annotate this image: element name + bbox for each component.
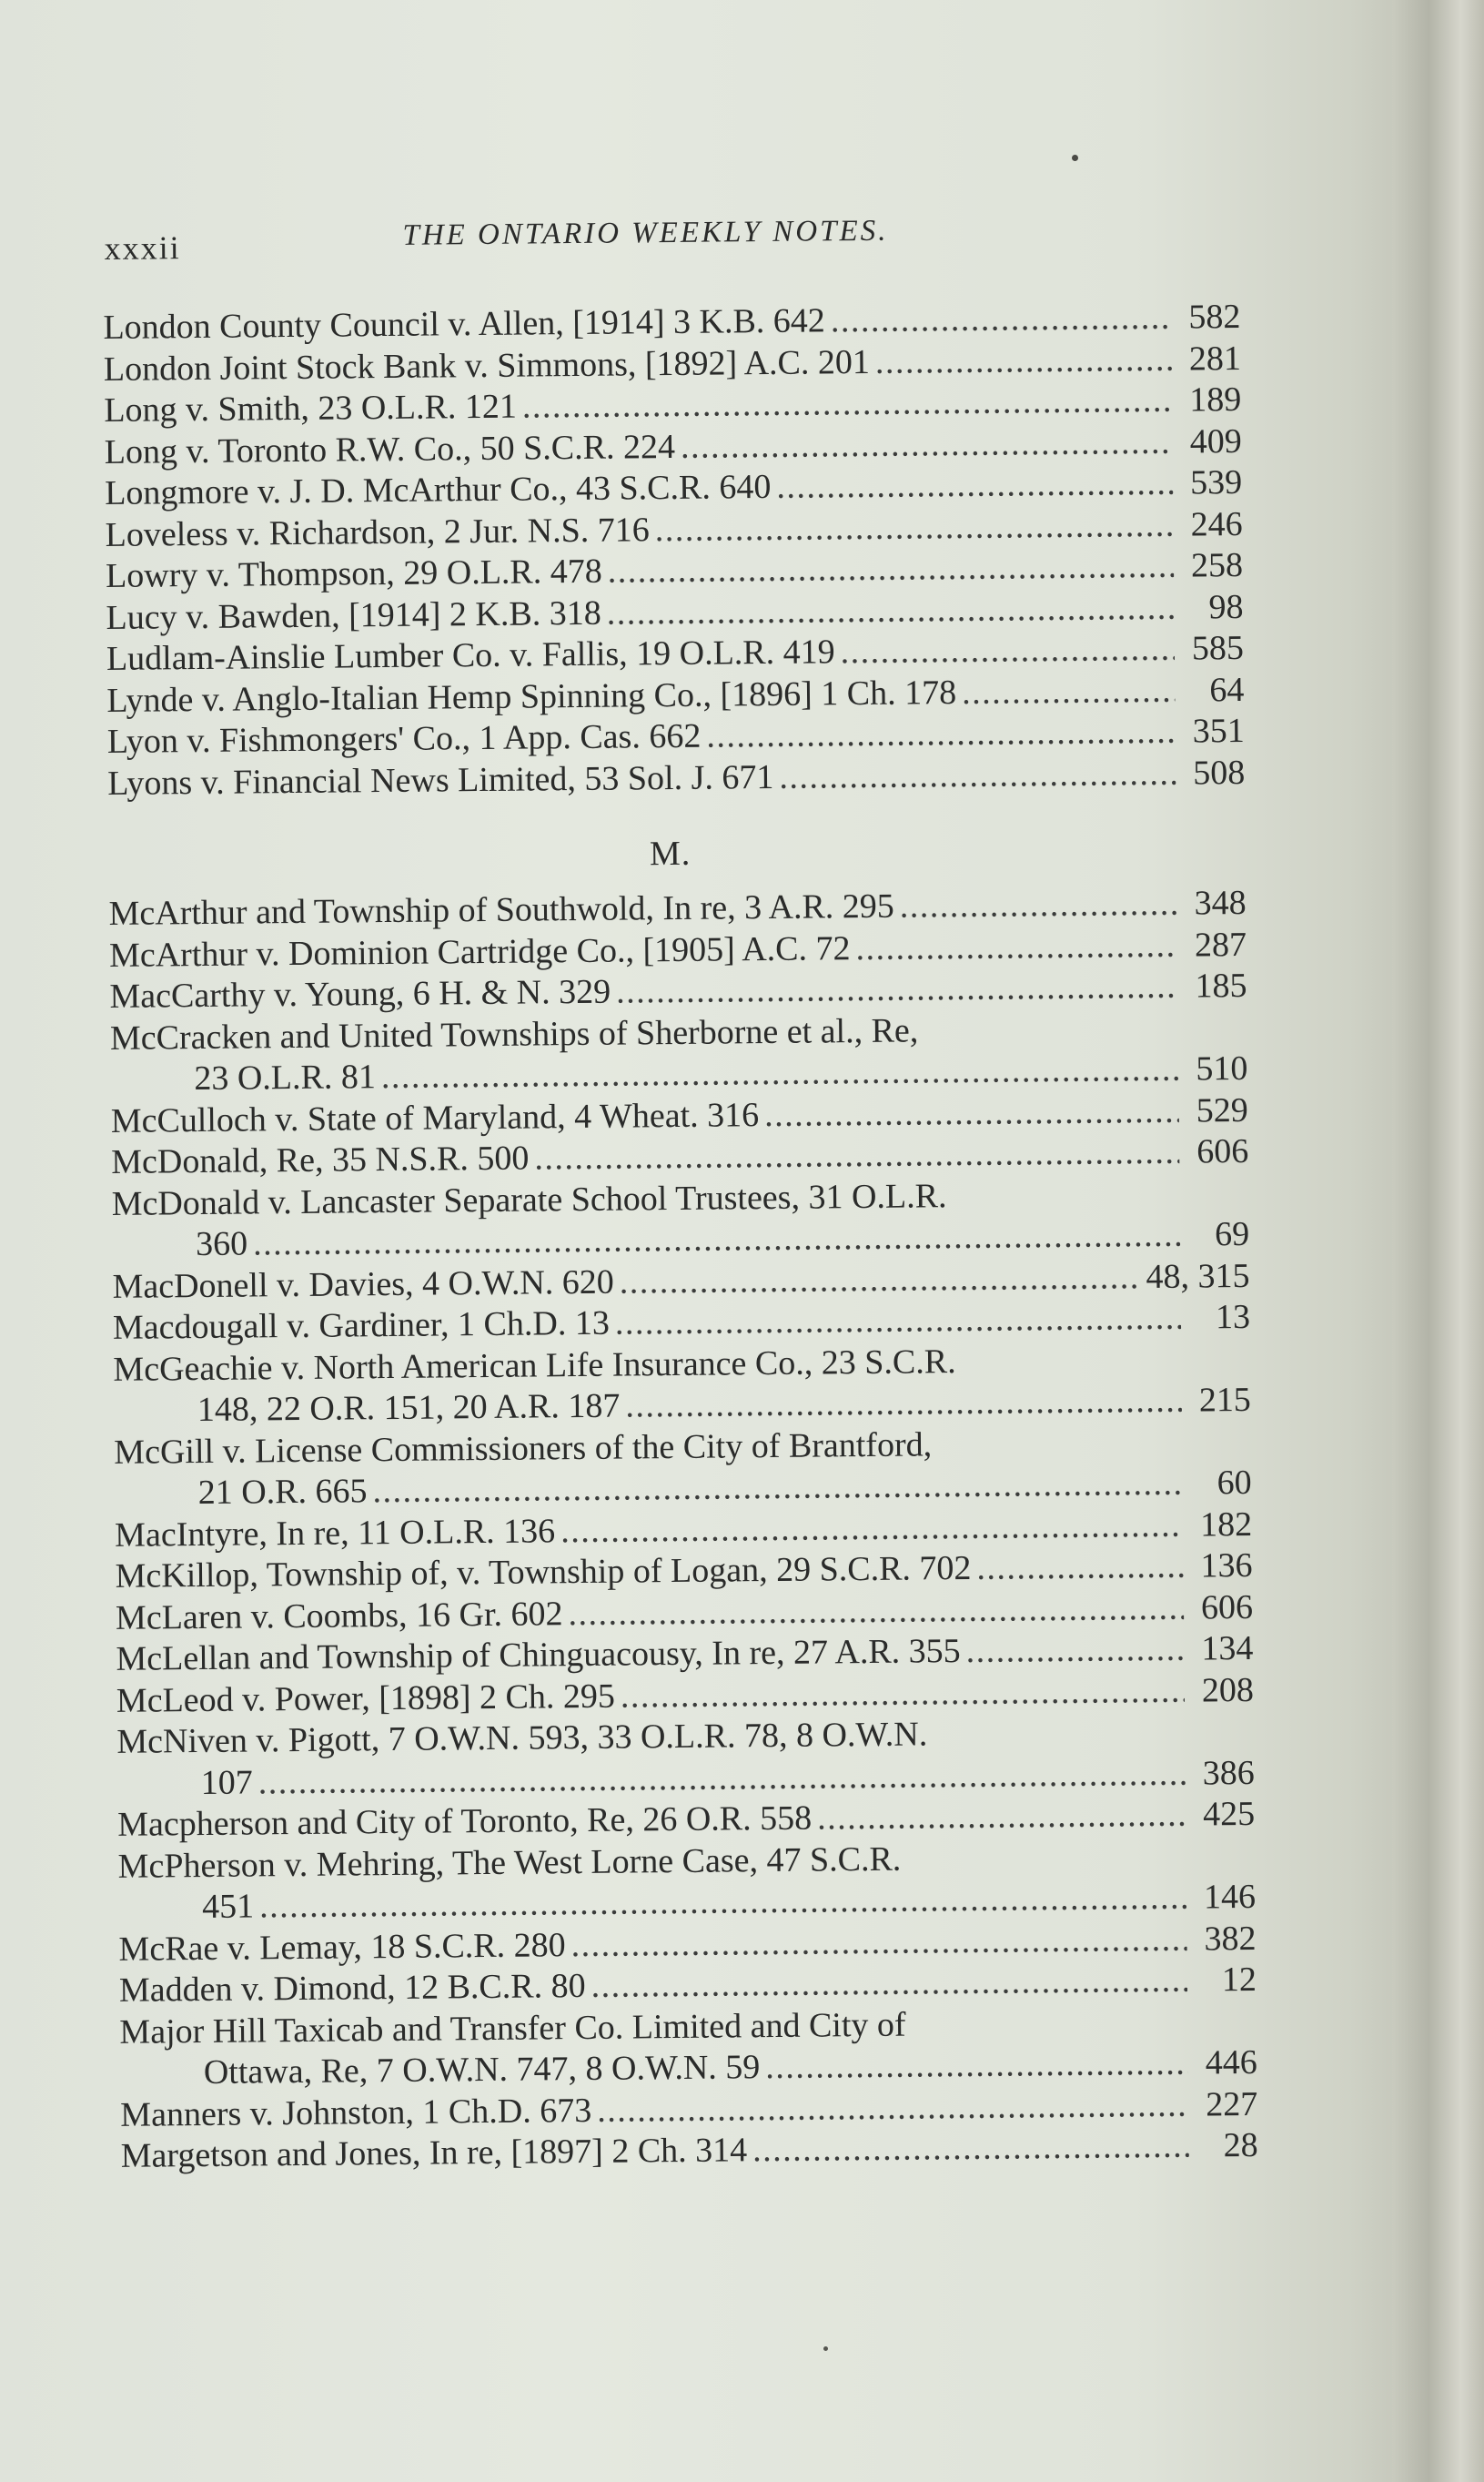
dot-leader (608, 546, 1175, 593)
page-edge (1392, 0, 1484, 2482)
entry-citation: McCulloch v. State of Maryland, 4 Wheat. 316 (110, 1095, 760, 1140)
entry-page-number: 510 (1196, 1049, 1248, 1089)
dot-leader (591, 1960, 1187, 2008)
entry-page-number: 134 (1201, 1628, 1254, 1668)
entry-citation: Manners v. Johnston, 1 Ch.D. 673 (120, 2091, 592, 2134)
dot-leader (752, 2126, 1189, 2172)
entry-page-number: 508 (1193, 753, 1246, 793)
running-title: THE ONTARIO WEEKLY NOTES. (402, 214, 889, 252)
case-list-m (108, 883, 1257, 2177)
index-entry (119, 2001, 1257, 2094)
dot-leader (655, 504, 1174, 551)
entry-citation: Lucy v. Bawden, [1914] 2 K.B. 318 (106, 593, 601, 637)
entry-citation: 451 (201, 1887, 255, 1927)
entry-page-number: 182 (1199, 1504, 1253, 1544)
entry-first-line: McCracken and United Townships of Sherborne et al., Re, (109, 1010, 919, 1058)
entry-page-number: 48, 315 (1146, 1256, 1250, 1296)
entry-page-number: 425 (1202, 1794, 1256, 1834)
dot-leader (681, 421, 1173, 468)
dot-leader (840, 629, 1175, 674)
dot-leader (765, 2043, 1188, 2089)
entry-citation: Long v. Toronto R.W. Co., 50 S.C.R. 224 (104, 427, 676, 471)
dot-leader (965, 1629, 1184, 1673)
dot-leader (706, 712, 1176, 757)
dot-leader (522, 380, 1173, 428)
dot-leader (976, 1546, 1184, 1590)
entry-citation: Lyons v. Financial News Limited, 53 Sol. J. 671 (107, 757, 774, 803)
entry-page-number: 281 (1188, 339, 1242, 379)
index-entry (111, 1172, 1249, 1266)
entry-page-number: 246 (1190, 504, 1243, 544)
case-list-l (103, 297, 1245, 805)
entry-citation: 148, 22 O.R. 151, 20 A.R. 187 (197, 1386, 621, 1430)
entry-citation: McKillop, Township of, v. Township of Logan, 29 S.C.R. 702 (115, 1548, 972, 1596)
entry-citation: 360 (195, 1224, 248, 1264)
index-entry (110, 1007, 1248, 1100)
dot-leader (570, 1919, 1186, 1966)
entry-page-number: 386 (1202, 1753, 1255, 1792)
dot-leader (616, 967, 1178, 1013)
entry-first-line: McGeachie v. North American Life Insurance Co., 23 S.C.R. (113, 1342, 956, 1389)
dot-leader (855, 925, 1177, 969)
entry-page-number: 189 (1189, 380, 1242, 420)
section-letter: M. (649, 834, 692, 874)
entry-page-number: 409 (1189, 421, 1242, 461)
entry-page-number: 351 (1192, 711, 1245, 751)
entry-citation: McLeod v. Power, [1898] 2 Ch. 295 (116, 1677, 616, 1720)
entry-page-number: 446 (1205, 2042, 1258, 2082)
entry-citation: Ottawa, Re, 7 O.W.N. 747, 8 O.W.N. 59 (203, 2048, 761, 2092)
dot-leader (607, 587, 1175, 633)
entry-page-number: 185 (1195, 966, 1247, 1006)
entry-first-line: McPherson v. Mehring, The West Lorne Case, 47 S.C.R. (117, 1839, 902, 1886)
dot-leader (560, 1504, 1183, 1552)
entry-page-number: 60 (1216, 1463, 1252, 1503)
entry-page-number: 606 (1200, 1587, 1254, 1626)
entry-page-number: 585 (1191, 628, 1245, 668)
dot-leader (764, 1090, 1179, 1136)
dot-leader (875, 339, 1172, 383)
entry-page-number: 215 (1198, 1380, 1252, 1420)
entry-page-number: 98 (1208, 587, 1244, 626)
entry-page-number: 12 (1221, 1960, 1257, 2000)
entry-citation: MacIntyre, In re, 11 O.L.R. 136 (114, 1511, 556, 1555)
entry-citation: McLellan and Township of Chinguacousy, In re, 27 A.R. 355 (116, 1632, 961, 1678)
entry-citation: 107 (200, 1762, 254, 1802)
entry-citation: Madden v. Dimond, 12 B.C.R. 80 (118, 1966, 586, 2010)
entry-page-number: 13 (1215, 1297, 1251, 1337)
dot-leader (597, 2084, 1188, 2132)
page-folio: xxxii (104, 229, 181, 267)
entry-citation: Macdougall v. Gardiner, 1 Ch.D. 13 (112, 1303, 611, 1347)
entry-citation: McArthur and Township of Southwold, In re, 3 A.R. 295 (108, 886, 895, 933)
entry-page-number: 146 (1203, 1877, 1257, 1917)
entry-page-number: 208 (1201, 1670, 1255, 1709)
dot-leader (620, 1257, 1141, 1303)
dot-leader (615, 1298, 1182, 1344)
dot-leader (568, 1587, 1184, 1635)
entry-first-line: McGill v. License Commissioners of the City of Brantford, (114, 1424, 933, 1472)
entry-citation: Lowry v. Thompson, 29 O.L.R. 478 (105, 552, 602, 595)
dot-leader (817, 1795, 1186, 1839)
entry-first-line: McNiven v. Pigott, 7 O.W.N. 593, 33 O.L.R. 78, 8 O.W.N. (116, 1715, 928, 1761)
entry-page-number: 28 (1223, 2125, 1258, 2165)
entry-citation: London County Council v. Allen, [1914] 3 K.B. 642 (103, 301, 826, 347)
dot-leader (621, 1670, 1185, 1717)
entry-citation: McArthur v. Dominion Cartridge Co., [1905] A.C. 72 (108, 928, 851, 975)
dot-leader (779, 753, 1176, 798)
entry-citation: Ludlam-Ainslie Lumber Co. v. Fallis, 19 O.L.R. 419 (106, 633, 835, 678)
entry-citation: Lynde v. Anglo-Italian Hemp Spinning Co., [1896] 1 Ch. 178 (106, 673, 957, 720)
entry-page-number: 69 (1214, 1214, 1250, 1254)
entry-page-number: 227 (1206, 2084, 1258, 2123)
entry-citation: Long v. Smith, 23 O.L.R. 121 (104, 387, 518, 430)
dot-leader (900, 884, 1177, 927)
entry-page-number: 582 (1188, 297, 1241, 337)
entry-first-line: Major Hill Taxicab and Transfer Co. Limited and City of (119, 2005, 906, 2051)
dot-leader (534, 1132, 1179, 1180)
index-entry (114, 1421, 1252, 1515)
entry-citation: Macpherson and City of Toronto, Re, 26 O.R. 558 (117, 1798, 813, 1844)
entry-page-number: 539 (1189, 462, 1243, 502)
entry-citation: 21 O.R. 665 (197, 1472, 368, 1513)
entry-citation: London Joint Stock Bank v. Simmons, [1892] A.C. 201 (103, 342, 871, 389)
ink-speck (823, 2346, 828, 2351)
index-entry (117, 1835, 1256, 1929)
entry-page-number: 348 (1194, 883, 1247, 923)
ink-speck (1072, 155, 1078, 161)
entry-citation: MacDonell v. Davies, 4 O.W.N. 620 (112, 1262, 615, 1306)
entry-page-number: 606 (1196, 1131, 1249, 1171)
entry-citation: McRae v. Lemay, 18 S.C.R. 280 (118, 1925, 566, 1969)
entry-page-number: 382 (1204, 1919, 1257, 1958)
entry-citation: McDonald, Re, 35 N.S.R. 500 (111, 1139, 530, 1181)
index-entry (113, 1338, 1251, 1432)
entry-page-number: 287 (1194, 925, 1247, 964)
page-header (102, 200, 1240, 266)
index-entry (116, 1711, 1255, 1805)
entry-page-number: 136 (1200, 1545, 1253, 1585)
dot-leader (831, 298, 1172, 342)
entry-citation: Longmore v. J. D. McArthur Co., 43 S.C.R. 640 (105, 467, 772, 512)
entry-page-number: 529 (1196, 1090, 1248, 1130)
entry-citation: 23 O.L.R. 81 (194, 1058, 377, 1099)
entry-citation: Lyon v. Fishmongers' Co., 1 App. Cas. 662 (106, 716, 702, 761)
entry-first-line: McDonald v. Lancaster Separate School Trustees, 31 O.L.R. (111, 1176, 947, 1223)
entry-citation: MacCarthy v. Young, 6 H. & N. 329 (109, 972, 611, 1016)
entry-citation: Loveless v. Richardson, 2 Jur. N.S. 716 (105, 510, 650, 554)
entry-page-number: 64 (1209, 670, 1245, 709)
dot-leader (776, 463, 1173, 509)
entry-page-number: 258 (1190, 545, 1244, 585)
entry-citation: McLaren v. Coombs, 16 Gr. 602 (115, 1594, 563, 1637)
dot-leader (625, 1381, 1182, 1427)
dot-leader (962, 670, 1176, 714)
entry-citation: Margetson and Jones, In re, [1897] 2 Ch. 314 (120, 2131, 748, 2175)
